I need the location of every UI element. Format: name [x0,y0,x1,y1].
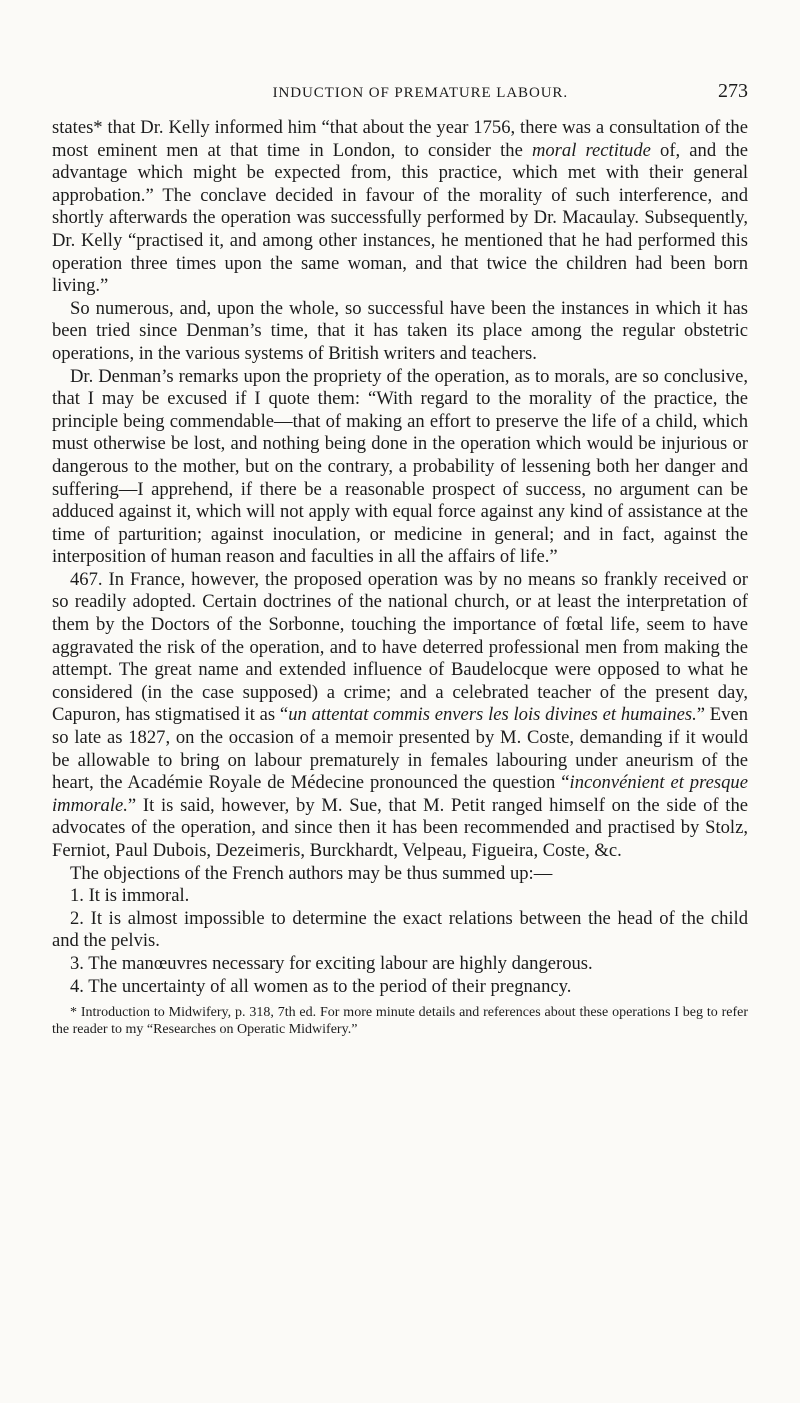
paragraph [52,298,748,366]
text-run: 1. It is immoral. [70,885,190,907]
page-number: 273 [718,80,748,102]
text-run: Dr. Denman’s remarks upon the propriety of the operation, as to morals, are so conclusive, that I may be excused if I quote them: “With regard to the morality of the practice, the principle being commendable—that of making an effort to preserve the life of a child, which must otherwise be lost, and nothing being done in the operation which would be injurious or dangerous to the mother, but on the contrary, a probability of lessening both her danger and suffering—I apprehend, if there be a reasonable prospect of success, no argument can be adduced against it, which will not apply with equal force against any kind of assistance at the time of parturition; against inoculation, or medicine in general; and in fact, against the interposition of human reason and faculties in all the affairs of life.” [52,365,748,568]
paragraph [52,863,748,886]
text-run: states* that Dr. Kelly informed him “that about the year 1756, there was a consultation of the most eminent men at that time in London, to consider the [52,117,748,161]
page-header [52,80,748,103]
text-run: ” It is said, however, by M. Sue, that M. Petit ranged himself on the side of the advocates of the operation, and since then it has been recommended and practised by Stolz, Ferniot, Paul Dubois, Dezeimeris, Burckhardt, Velpeau, Figueira, Coste, &c. [52,794,748,861]
list-item [52,885,748,908]
paragraph [52,569,748,863]
footnote-text: * Introduction to Midwifery, p. 318, 7th ed. For more minute details and references about these operations I beg to refer the reader to my “Researches on Operatic Midwifery.” [52,1005,748,1038]
italic-phrase: inconvénient et presque immorale. [52,772,748,816]
list-item [52,953,748,976]
italic-phrase: un attentat commis envers les lois divines et humaines. [288,704,697,726]
paragraph [52,366,748,569]
text-run: So numerous, and, upon the whole, so successful have been the instances in which it has been tried since Denman’s time, that it has taken its place among the regular obstetric operations, in the various systems of British writers and teachers. [52,297,748,364]
text-run: 467. In France, however, the proposed operation was by no means so frankly received or so readily adopted. Certain doctrines of the national church, or at least the interpretation of them by the Doctors of the Sorbonne, touching the importance of fœtal life, seem to have aggravated the risk of the operation, and to have deterred professional men from making the attempt. The great name and extended influence of Baudelocque were opposed to what he considered (in the case supposed) a crime; and a celebrated teacher of the present day, Capuron, has stigmatised it as “ [52,568,748,726]
paragraph [52,117,748,298]
text-run: of, and the advantage which might be expected from, this practice, which met with their general approbation.” The conclave decided in favour of the morality of such interference, and shortly afterwards the operation was successfully performed by Dr. Macaulay. Subsequently, Dr. Kelly “practised it, and among other instances, he mentioned that he had performed this operation three times upon the same woman, and that twice the children had been born living.” [52,139,748,297]
text-run: ” Even so late as 1827, on the occasion of a memoir presented by M. Coste, demanding if it would be allowable to bring on labour prematurely in females labouring under aneurism of the heart, the Académie Royale de Médecine pronounced the question “ [52,704,748,794]
list-item [52,976,748,999]
footnote [52,1004,748,1038]
italic-phrase: moral rectitude [531,139,651,161]
text-run: 2. It is almost impossible to determine the exact relations between the head of the child and the pelvis. [52,907,748,952]
list-item [52,908,748,953]
text-run: 3. The manœuvres necessary for exciting labour are highly dangerous. [70,952,593,974]
text-run: 4. The uncertainty of all women as to the period of their pregnancy. [70,975,572,997]
running-title: INDUCTION OF PREMATURE LABOUR. [272,85,568,101]
text-run: The objections of the French authors may be thus summed up:— [70,862,553,884]
body-text [52,117,748,998]
